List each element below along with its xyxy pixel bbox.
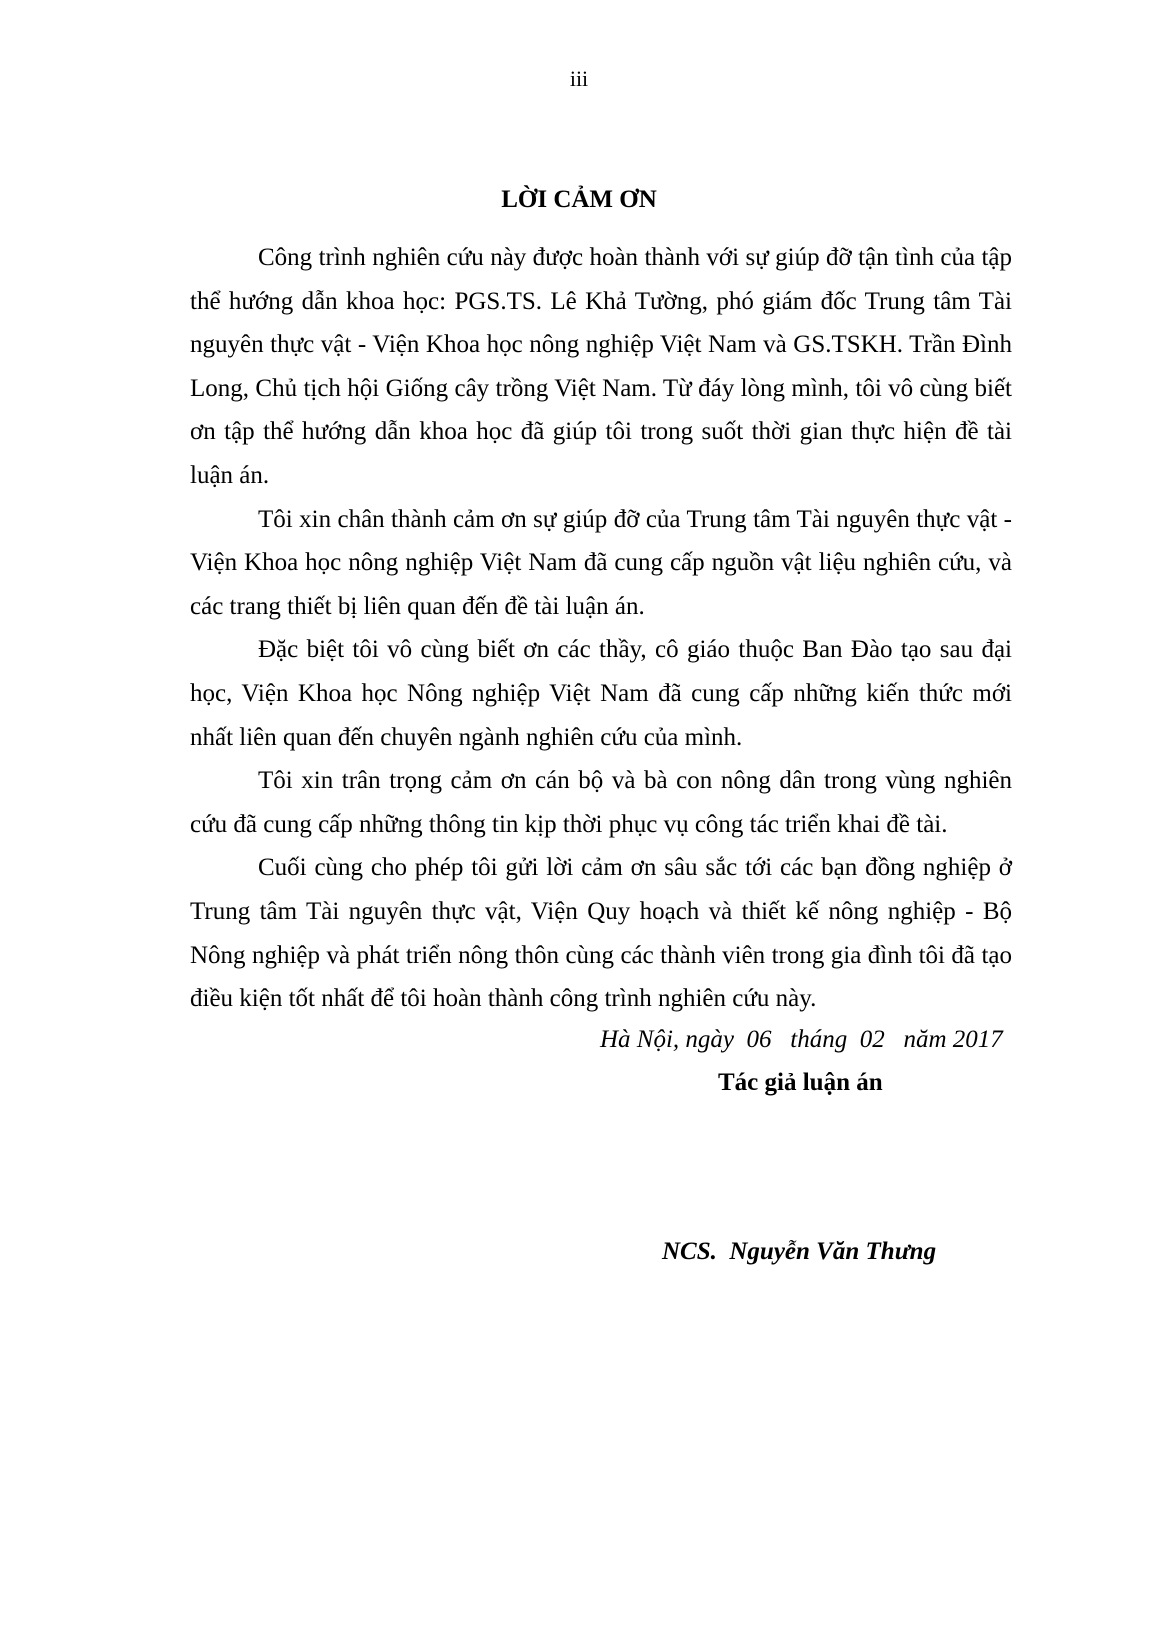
paragraph-2: Tôi xin chân thành cảm ơn sự giúp đỡ của Trung tâm Tài nguyên thực vật -Viện Khoa học nông nghiệp Việt Nam đã cung cấp nguồn vật liệu nghiên cứu, và các trang thiết bị liên quan đến đề tài luận án. bbox=[190, 505, 1012, 620]
page-number: iii bbox=[569, 66, 589, 91]
acknowledgement-body bbox=[190, 236, 1012, 1021]
date-line: Hà Nội, ngày 06 tháng 02 năm 2017 bbox=[600, 1026, 1003, 1053]
signature-name: NCS. Nguyễn Văn Thưng bbox=[662, 1238, 937, 1265]
page-title: LỜI CẢM ƠN bbox=[501, 186, 657, 213]
paragraph-4: Tôi xin trân trọng cảm ơn cán bộ và bà con nông dân trong vùng nghiên cứu đã cung cấp những thông tin kịp thời phục vụ công tác triển khai đề tài. bbox=[190, 767, 1012, 838]
paragraph-3: Đặc biệt tôi vô cùng biết ơn các thầy, cô giáo thuộc Ban Đào tạo sau đại học, Viện Khoa học Nông nghiệp Việt Nam đã cung cấp những kiến thức mới nhất liên quan đến chuyên ngành nghiên cứu của mình. bbox=[190, 636, 1012, 751]
paragraph-1: Công trình nghiên cứu này được hoàn thành với sự giúp đỡ tận tình của tập thể hướng dẫn khoa học: PGS.TS. Lê Khả Tường, phó giám đốc Trung tâm Tài nguyên thực vật - Viện Khoa học nông nghiệp Việt Nam và GS.TSKH. Trần Đình Long, Chủ tịch hội Giống cây trồng Việt Nam. Từ đáy lòng mình, tôi vô cùng biết ơn tập thể hướng dẫn khoa học đã giúp tôi trong suốt thời gian thực hiện đề tài luận án. bbox=[190, 244, 1012, 489]
paragraph-5: Cuối cùng cho phép tôi gửi lời cảm ơn sâu sắc tới các bạn đồng nghiệp ở Trung tâm Tài nguyên thực vật, Viện Quy hoạch và thiết kế nông nghiệp - Bộ Nông nghiệp và phát triển nông thôn cùng các thành viên trong gia đình tôi đã tạo điều kiện tốt nhất để tôi hoàn thành công trình nghiên cứu này. bbox=[190, 854, 1012, 1013]
author-label: Tác giả luận án bbox=[718, 1069, 883, 1096]
